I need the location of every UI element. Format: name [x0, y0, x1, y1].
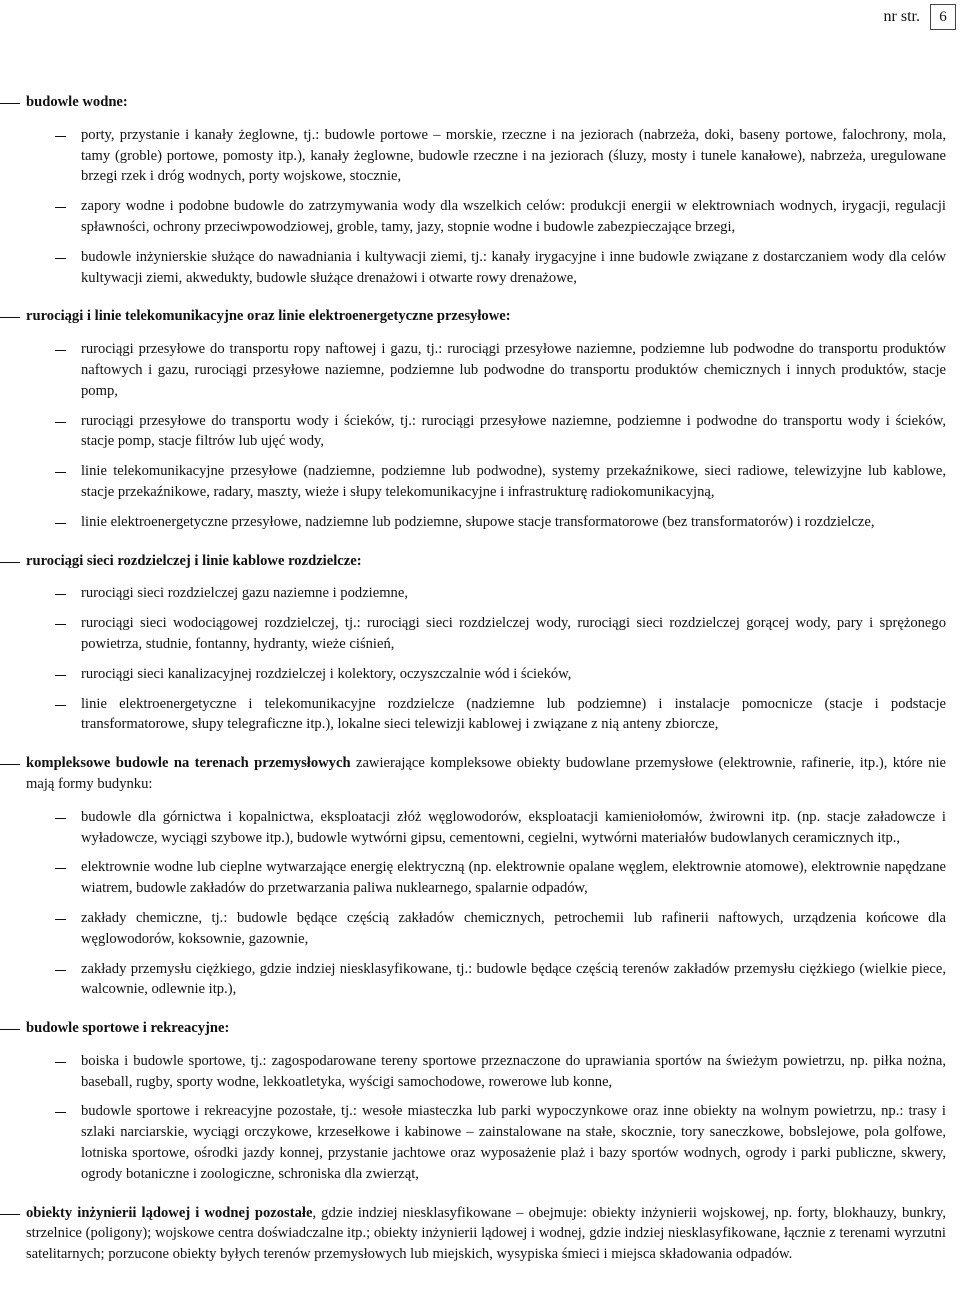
page-number-box: 6 — [930, 4, 956, 30]
list-item: linie elektroenergetyczne i telekomunikacyjne rozdzielcze (nadziemne lub podziemne) i instalacje pomocnicze (stacje i podstacje transformatorowe, słupy telegraficzne itp.), lokalne sieci telewizji kablowej i związane z nią anteny zbiorcze, — [26, 694, 946, 736]
list-item: rurociągi sieci wodociągowej rozdzielczej, tj.: rurociągi sieci rozdzielczej wody, rurociągi sieci rozdzielczej gorącej wody, pary i sprężonego powietrza, studnie, fontanny, hydranty, wieże ciśnień, — [26, 613, 946, 655]
list-item: budowle dla górnictwa i kopalnictwa, eksploatacji złóż węglowodorów, eksploatacji kamieniołomów, żwirowni itp. (np. stacje załadowcze i wyładowcze, wyciągi szybowe itp.), budowle wytwórni gipsu, cementowni, cegielni, wytwórni materiałów budowlanych ceramicznych itp., — [26, 807, 946, 849]
list-item: rurociągi sieci rozdzielczej gazu naziemne i podziemne, — [26, 583, 946, 604]
list-item: porty, przystanie i kanały żeglowne, tj.: budowle portowe – morskie, rzeczne i na jeziorach (nabrzeża, doki, baseny portowe, falochrony, mola, tamy (groble) portowe, pomosty itp.), kanały żeglowne, budowle rzeczne i na jeziorach (śluzy, mosty i tunele kanałowe), nabrzeża, uregulowane brzegi rzek i dróg wodnych, porty wojskowe, stocznie, — [26, 125, 946, 187]
section-items — [26, 807, 946, 1000]
list-item: linie elektroenergetyczne przesyłowe, nadziemne lub podziemne, słupowe stacje transformatorowe (bez transformatorów) i rozdzielcze, — [26, 512, 946, 533]
section-rurociagi-rozdzielcze — [0, 551, 946, 736]
section-title: obiekty inżynierii lądowej i wodnej pozostałe — [26, 1204, 313, 1221]
list-item: zapory wodne i podobne budowle do zatrzymywania wody dla wszelkich celów: produkcji energii w elektrowniach wodnych, irygacji, regulacji spławności, ochrony przeciwpowodziowej, groble, tamy, jazy, stopnie wodne i budowle zabezpieczające brzegi, — [26, 196, 946, 238]
section-kompleksowe-budowle — [0, 753, 946, 1000]
list-item: rurociągi przesyłowe do transportu wody i ścieków, tj.: rurociągi przesyłowe naziemne, podziemne i podwodne do transportu wody i ścieków, stacje pomp, stacje filtrów lub ujęć wody, — [26, 411, 946, 453]
section-title: rurociągi sieci rozdzielczej i linie kablowe rozdzielcze: — [26, 552, 362, 569]
section-items — [26, 125, 946, 289]
section-budowle-wodne — [0, 92, 946, 288]
list-item: elektrownie wodne lub cieplne wytwarzające energię elektryczną (np. elektrownie opalane węglem, elektrownie atomowe), elektrownie napędzane wiatrem, budowle zakładów do przetwarzania paliwa nuklearnego, spalarnie odpadów, — [26, 857, 946, 899]
section-rurociagi-przesylowe — [0, 306, 946, 532]
section-text: zawierające kompleksowe obiekty budowlane przemysłowe (elektrownie, rafinerie, itp.), które nie mają formy budynku: — [26, 755, 946, 792]
section-title: rurociągi i linie telekomunikacyjne oraz linie elektroenergetyczne przesyłowe: — [26, 308, 511, 325]
section-items — [26, 339, 946, 532]
section-title: kompleksowe budowle na terenach przemysłowych — [26, 755, 351, 772]
section-title: budowle wodne: — [26, 94, 128, 110]
section-title: budowle sportowe i rekreacyjne: — [26, 1020, 230, 1037]
section-items — [26, 1051, 946, 1185]
page-number-label: nr str. — [883, 7, 920, 25]
section-text: , gdzie indziej niesklasyfikowane – obejmuje: obiekty inżynierii wojskowej, np. forty, blokhauzy, bunkry, strzelnice (poligony); wojskowe centra doświadczalne itp.; obiekty inżynierii lądowej i wodnej, gdzie indziej niesklasyfikowane, łącznie z terenami wyrzutni satelitarnych; porzucone obiekty byłych terenów przemysłowych lub miejskich, wysypiska śmieci i miejsca składowania odpadów. — [26, 1204, 946, 1263]
list-item: boiska i budowle sportowe, tj.: zagospodarowane tereny sportowe przeznaczone do uprawiania sportów na świeżym powietrzu, np. piłka nożna, baseball, rugby, sporty wodne, lekkoatletyka, wyścigi samochodowe, rowerowe lub konne, — [26, 1051, 946, 1093]
list-item: zakłady przemysłu ciężkiego, gdzie indziej niesklasyfikowane, tj.: budowle będące częścią terenów zakładów przemysłu ciężkiego (wielkie piece, walcownie, odlewnie itp.), — [26, 959, 946, 1001]
section-obiekty-pozostale — [0, 1203, 946, 1265]
document-body — [0, 92, 946, 1283]
page-header — [884, 4, 956, 30]
list-item: rurociągi sieci kanalizacyjnej rozdzielczej i kolektory, oczyszczalnie wód i ścieków, — [26, 664, 946, 685]
section-items — [26, 583, 946, 735]
section-budowle-sportowe — [0, 1018, 946, 1185]
list-item: zakłady chemiczne, tj.: budowle będące częścią zakładów chemicznych, petrochemii lub rafinerii naftowych, urządzenia końcowe dla węglowodorów, koksownie, gazownie, — [26, 908, 946, 950]
list-item: budowle sportowe i rekreacyjne pozostałe, tj.: wesołe miasteczka lub parki wypoczynkowe oraz inne obiekty na wolnym powietrzu, np.: trasy i szlaki narciarskie, wyciągi orczykowe, krzesełkowe i kabinowe – zainstalowane na stałe, skocznie, tory saneczkowe, bobslejowe, pola golfowe, lotniska sportowe, ośrodki jazdy konnej, przystanie jachtowe oraz wyposażenie plaż i bazy sportów wodnych, ogrody i parki publiczne, skwery, ogrody botaniczne i zoologiczne, schroniska dla zwierząt, — [26, 1101, 946, 1184]
list-item: rurociągi przesyłowe do transportu ropy naftowej i gazu, tj.: rurociągi przesyłowe naziemne, podziemne lub podwodne do transportu produktów naftowych i gazu, rurociągi przesyłowe naziemne, podziemne lub podwodne do transportu produktów chemicznych i innych produktów, stacje pomp, — [26, 339, 946, 401]
list-item: linie telekomunikacyjne przesyłowe (nadziemne, podziemne lub podwodne), systemy przekaźnikowe, sieci radiowe, telewizyjne lub kablowe, stacje przekaźnikowe, radary, maszty, wieże i słupy telekomunikacyjne i infrastrukturę radiokomunikacyjną, — [26, 461, 946, 503]
list-item: budowle inżynierskie służące do nawadniania i kultywacji ziemi, tj.: kanały irygacyjne i inne budowle związane z dostarczaniem wody dla celów kultywacji ziemi, akwedukty, budowle służące drenażowi i otwarte rowy drenażowe, — [26, 247, 946, 289]
